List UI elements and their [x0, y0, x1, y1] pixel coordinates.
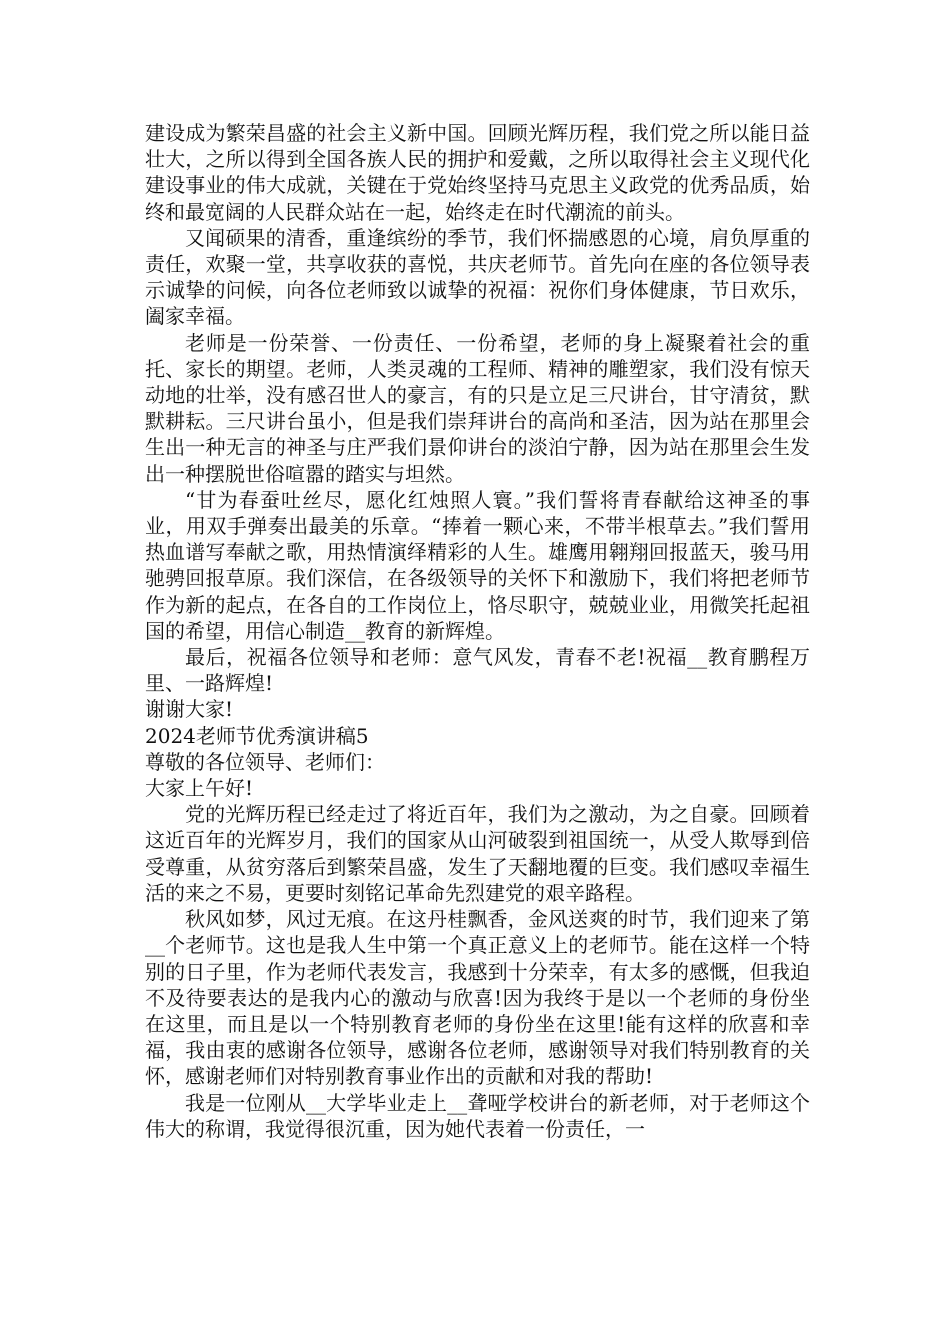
speech-title: 2024老师节优秀演讲稿5 [145, 723, 369, 748]
paragraph-5: 最后，祝福各位领导和老师：意气风发，青春不老!祝福__教育鹏程万里、一路辉煌! [145, 645, 810, 696]
paragraph-2: 又闻硕果的清香，重逢缤纷的季节，我们怀揣感恩的心境，肩负厚重的责任，欢聚一堂，共享收获的喜悦，共庆老师节。首先向在座的各位领导表示诚挚的问候，向各位老师致以诚挚的祝福：祝你们身体健康，节日欢乐，阖家幸福。 [145, 225, 810, 329]
salutation: 尊敬的各位领导、老师们： [145, 749, 385, 774]
paragraph-10: 党的光辉历程已经走过了将近百年，我们为之激动，为之自豪。回顾着这近百年的光辉岁月，我们的国家从山河破裂到祖国统一，从受人欺辱到倍受尊重，从贫穷落后到繁荣昌盛，发生了天翻地覆的巨变。我们感叹幸福生活的来之不易，更要时刻铭记革命先烈建党的艰辛路程。 [145, 802, 810, 905]
paragraph-3: 老师是一份荣誉、一份责任、一份希望，老师的身上凝聚着社会的重托、家长的期望。老师，人类灵魂的工程师、精神的雕塑家，我们没有惊天动地的壮举，没有感召世人的豪言，有的只是立足三尺讲台，甘守清贫，默默耕耘。三尺讲台虽小，但是我们崇拜讲台的高尚和圣洁，因为站在那里会生出一种无言的神圣与庄严我们景仰讲台的淡泊宁静，因为站在那里会生发出一种摆脱世俗喧嚣的踏实与坦然。 [145, 330, 810, 486]
paragraph-1: 建设成为繁荣昌盛的社会主义新中国。回顾光辉历程，我们党之所以能日益壮大，之所以得到全国各族人民的拥护和爱戴，之所以取得社会主义现代化建设事业的伟大成就，关键在于党始终坚持马克思主义政党的优秀品质，始终和最宽阔的人民群众站在一起，始终走在时代潮流的前头。 [145, 121, 810, 224]
paragraph-4: “甘为春蚕吐丝尽，愿化红烛照人寰。”我们誓将青春献给这神圣的事业，用双手弹奏出最美的乐章。“捧着一颗心来，不带半根草去。”我们誓用热血谱写奉献之歌，用热情演绎精彩的人生。雄鹰用翱翔回报蓝天，骏马用驰骋回报草原。我们深信，在各级领导的关怀下和激励下，我们将把老师节作为新的起点，在各自的工作岗位上，恪尽职守，兢兢业业，用微笑托起祖国的希望，用信心制造__教育的新辉煌。 [145, 487, 810, 643]
greeting: 大家上午好! [145, 776, 254, 801]
document-page [145, 120, 810, 1142]
thanks-line: 谢谢大家! [145, 697, 234, 722]
paragraph-12: 我是一位刚从__大学毕业走上__聋哑学校讲台的新老师，对于老师这个伟大的称谓，我觉得很沉重，因为她代表着一份责任，一 [145, 1090, 810, 1141]
paragraph-11: 秋风如梦，风过无痕。在这丹桂飘香，金风送爽的时节，我们迎来了第__个老师节。这也是我人生中第一个真正意义上的老师节。能在这样一个特别的日子里，作为老师代表发言，我感到十分荣幸，有太多的感慨，但我迫不及待要表达的是我内心的激动与欣喜!因为我终于是以一个老师的身份坐在这里，而且是以一个特别教育老师的身份坐在这里!能有这样的欣喜和幸福，我由衷的感谢各位领导，感谢各位老师，感谢领导对我们特别教育的关怀，感谢老师们对特别教育事业作出的贡献和对我的帮助! [145, 907, 810, 1089]
